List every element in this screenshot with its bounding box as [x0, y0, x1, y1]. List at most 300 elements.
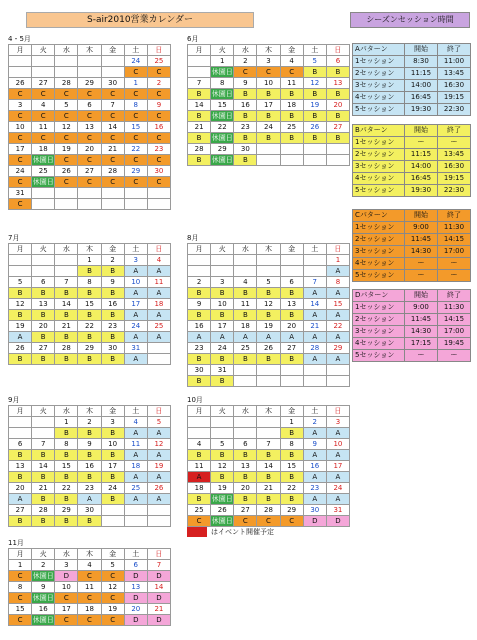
pattern-cell: A [326, 354, 349, 365]
month-label: 4・5月 [8, 35, 31, 43]
date-cell: 16 [188, 321, 211, 332]
pattern-cell: B [303, 89, 326, 100]
pattern-cell: B [303, 67, 326, 78]
date-cell: 1 [124, 78, 147, 89]
pattern-cell [101, 516, 124, 527]
date-cell [326, 144, 349, 155]
date-cell: 26 [303, 122, 326, 133]
pattern-cell: A [147, 450, 170, 461]
pattern-cell: B [280, 310, 303, 321]
pattern-cell [32, 428, 55, 439]
date-cell: 5 [55, 100, 78, 111]
date-cell: 11 [147, 277, 170, 288]
date-cell: 12 [257, 299, 280, 310]
weekday-header: 水 [234, 45, 257, 56]
date-cell: 25 [234, 343, 257, 354]
date-cell: 26 [55, 166, 78, 177]
date-cell: 27 [78, 166, 101, 177]
pattern-cell: C [147, 155, 170, 166]
weekday-header: 水 [234, 406, 257, 417]
date-cell: 6 [326, 56, 349, 67]
pattern-cell [147, 354, 170, 365]
pattern-cell: C [257, 67, 280, 78]
pattern-cell: C [101, 111, 124, 122]
pattern-cell: C [101, 89, 124, 100]
weekday-header: 土 [124, 45, 147, 56]
pattern-name: Aパターン [353, 44, 405, 56]
date-cell [280, 255, 303, 266]
session-label: 2セッション [353, 68, 405, 80]
date-cell: 11 [124, 439, 147, 450]
date-cell: 13 [326, 78, 349, 89]
pattern-cell: C [9, 133, 32, 144]
weekday-header: 金 [280, 406, 303, 417]
date-cell: 8 [9, 582, 32, 593]
date-cell: 12 [147, 439, 170, 450]
date-cell: 25 [188, 505, 211, 516]
pattern-cell: B [9, 288, 32, 299]
date-cell: 21 [188, 122, 211, 133]
pattern-cell: C [9, 571, 32, 582]
weekday-header: 月 [188, 45, 211, 56]
pattern-cell: A [124, 472, 147, 483]
pattern-cell: B [280, 494, 303, 505]
session-time: 19:45 [438, 338, 471, 350]
session-time: 11:15 [405, 68, 438, 80]
date-cell: 11 [188, 461, 211, 472]
pattern-cell: B [78, 310, 101, 321]
pattern-cell: A [147, 332, 170, 343]
pattern-cell: 休園日 [211, 112, 233, 120]
date-cell: 16 [78, 461, 101, 472]
date-cell: 8 [211, 78, 234, 89]
session-time: 19:15 [438, 173, 471, 185]
session-label: 1セッション [353, 56, 405, 68]
pattern-cell: A [147, 472, 170, 483]
weekday-header: 木 [78, 549, 101, 560]
date-cell: 6 [124, 560, 147, 571]
pattern-cell [303, 376, 326, 387]
pattern-cell: C [9, 155, 32, 166]
date-cell [280, 144, 303, 155]
pattern-cell: B [188, 155, 211, 166]
pattern-cell: B [101, 428, 124, 439]
session-time: 9:00 [405, 302, 438, 314]
date-cell [234, 365, 257, 376]
session-label: 1セッション [353, 137, 405, 149]
date-cell: 14 [101, 122, 124, 133]
weekday-header: 水 [55, 244, 78, 255]
pattern-cell [257, 428, 280, 439]
date-cell: 15 [55, 461, 78, 472]
date-cell: 10 [257, 78, 280, 89]
date-cell: 19 [211, 483, 234, 494]
pattern-cell [326, 376, 349, 387]
month-label: 8月 [187, 234, 199, 242]
date-cell: 15 [211, 100, 234, 111]
weekday-header: 木 [78, 45, 101, 56]
session-label: 5セッション [353, 185, 405, 197]
pattern-cell: A [124, 266, 147, 277]
pattern-cell: A [9, 332, 32, 343]
date-cell: 10 [9, 122, 32, 133]
pattern-cell: B [188, 111, 211, 122]
weekday-header: 日 [326, 45, 349, 56]
date-cell: 18 [32, 144, 55, 155]
session-label: 1セッション [353, 222, 405, 234]
date-cell: 13 [78, 122, 101, 133]
date-cell [303, 144, 326, 155]
pattern-cell: B [303, 133, 326, 144]
session-label: 5セッション [353, 270, 405, 282]
pattern-cell: B [188, 288, 211, 299]
weekday-header: 日 [326, 406, 349, 417]
date-cell: 12 [55, 122, 78, 133]
session-time: 14:30 [405, 246, 438, 258]
pattern-cell [9, 428, 32, 439]
pattern-cell: A [124, 450, 147, 461]
pattern-cell: B [55, 310, 78, 321]
pattern-cell: A [326, 494, 349, 505]
date-cell: 5 [211, 439, 234, 450]
pattern-cell [101, 199, 124, 210]
pattern-cell: C [32, 111, 55, 122]
date-cell: 26 [9, 78, 32, 89]
weekday-header: 日 [147, 45, 170, 56]
date-cell: 1 [9, 560, 32, 571]
pattern-cell: C [9, 177, 32, 188]
pattern-cell: C [78, 89, 101, 100]
month-table [187, 243, 350, 387]
date-cell [303, 365, 326, 376]
date-cell: 18 [188, 483, 211, 494]
session-time: 14:00 [405, 80, 438, 92]
pattern-cell: 休園日 [32, 616, 54, 624]
date-cell: 14 [303, 299, 326, 310]
date-cell [32, 56, 55, 67]
pattern-cell: B [303, 111, 326, 122]
date-cell: 20 [9, 483, 32, 494]
pattern-cell: B [101, 354, 124, 365]
pattern-cell: C [257, 516, 280, 527]
pattern-cell: D [303, 516, 326, 527]
pattern-cell: A [303, 288, 326, 299]
pattern-cell: B [211, 354, 234, 365]
pattern-cell: C [124, 155, 147, 166]
session-time: ー [438, 270, 471, 282]
date-cell: 5 [9, 277, 32, 288]
date-cell [188, 417, 211, 428]
pattern-cell: B [55, 472, 78, 483]
date-cell [55, 56, 78, 67]
pattern-cell: 休園日 [211, 134, 233, 142]
pattern-cell: C [188, 516, 211, 527]
date-cell: 7 [188, 78, 211, 89]
date-cell: 30 [101, 78, 124, 89]
date-cell [78, 188, 101, 199]
pattern-cell: C [9, 593, 32, 604]
date-cell: 12 [101, 582, 124, 593]
date-cell: 24 [101, 483, 124, 494]
pattern-cell: C [124, 133, 147, 144]
pattern-cell [55, 199, 78, 210]
date-cell: 11 [78, 582, 101, 593]
pattern-cell: A [124, 310, 147, 321]
date-cell: 5 [303, 56, 326, 67]
date-cell: 15 [9, 604, 32, 615]
pattern-cell: B [55, 516, 78, 527]
pattern-cell: C [55, 89, 78, 100]
session-time: ー [438, 137, 471, 149]
date-cell: 1 [280, 417, 303, 428]
date-cell: 4 [78, 560, 101, 571]
pattern-cell: A [303, 310, 326, 321]
time-header: 終了 [438, 210, 471, 222]
pattern-cell [78, 199, 101, 210]
date-cell: 2 [78, 417, 101, 428]
date-cell: 22 [211, 122, 234, 133]
session-time: 17:00 [438, 326, 471, 338]
pattern-cell: A [303, 332, 326, 343]
date-cell: 17 [257, 100, 280, 111]
pattern-cell: C [147, 133, 170, 144]
pattern-cell: C [147, 177, 170, 188]
date-cell: 17 [326, 461, 349, 472]
date-cell: 24 [211, 343, 234, 354]
pattern-cell: B [78, 450, 101, 461]
pattern-cell: C [101, 571, 124, 582]
pattern-cell [234, 428, 257, 439]
session-label: 3セッション [353, 246, 405, 258]
pattern-cell: B [9, 450, 32, 461]
date-cell: 30 [147, 166, 170, 177]
pattern-cell: C [124, 67, 147, 78]
weekday-header: 日 [326, 244, 349, 255]
date-cell: 22 [326, 321, 349, 332]
date-cell: 18 [124, 461, 147, 472]
date-cell: 19 [55, 144, 78, 155]
pattern-cell: B [55, 450, 78, 461]
date-cell: 25 [32, 166, 55, 177]
date-cell: 13 [124, 582, 147, 593]
date-cell: 1 [55, 417, 78, 428]
weekday-header: 金 [280, 45, 303, 56]
pattern-cell: C [124, 111, 147, 122]
pattern-cell: 休園日 [211, 90, 233, 98]
date-cell: 16 [303, 461, 326, 472]
pattern-cell: B [101, 450, 124, 461]
date-cell: 23 [303, 483, 326, 494]
date-cell: 2 [234, 56, 257, 67]
date-cell: 20 [78, 144, 101, 155]
date-cell: 10 [55, 582, 78, 593]
pattern-cell: C [78, 155, 101, 166]
date-cell: 23 [101, 321, 124, 332]
pattern-cell: C [78, 593, 101, 604]
pattern-cell: 休園日 [32, 178, 54, 186]
pattern-cell: D [147, 593, 170, 604]
pattern-cell: B [257, 494, 280, 505]
date-cell: 9 [303, 439, 326, 450]
date-cell [257, 144, 280, 155]
session-pattern-table [352, 289, 471, 362]
pattern-cell: C [55, 155, 78, 166]
pattern-cell: A [124, 494, 147, 505]
time-header: 終了 [438, 44, 471, 56]
session-time: 16:30 [438, 80, 471, 92]
weekday-header: 木 [78, 244, 101, 255]
date-cell: 15 [78, 299, 101, 310]
session-time: 19:15 [438, 92, 471, 104]
pattern-cell: B [78, 288, 101, 299]
date-cell [32, 255, 55, 266]
pattern-cell: B [32, 354, 55, 365]
date-cell: 6 [32, 277, 55, 288]
pattern-cell: A [147, 310, 170, 321]
pattern-cell [280, 266, 303, 277]
pattern-cell: C [55, 615, 78, 626]
pattern-cell: D [124, 571, 147, 582]
pattern-cell: A [326, 450, 349, 461]
pattern-cell: A [147, 494, 170, 505]
pattern-cell: A [124, 428, 147, 439]
date-cell: 7 [303, 277, 326, 288]
date-cell: 29 [326, 343, 349, 354]
pattern-name: Bパターン [353, 125, 405, 137]
date-cell: 15 [326, 299, 349, 310]
pattern-cell: B [257, 310, 280, 321]
pattern-cell [280, 155, 303, 166]
legend-text: はイベント開催予定 [211, 528, 274, 536]
pattern-cell: C [78, 571, 101, 582]
date-cell: 3 [211, 277, 234, 288]
session-label: 4セッション [353, 92, 405, 104]
pattern-cell: B [326, 89, 349, 100]
weekday-header: 月 [9, 45, 32, 56]
date-cell [147, 188, 170, 199]
date-cell: 16 [234, 100, 257, 111]
weekday-header: 土 [124, 549, 147, 560]
pattern-cell [188, 266, 211, 277]
session-time: 13:45 [438, 68, 471, 80]
date-cell [211, 255, 234, 266]
month-label: 6月 [187, 35, 199, 43]
pattern-cell [188, 67, 211, 78]
date-cell: 28 [55, 343, 78, 354]
session-time: 9:00 [405, 222, 438, 234]
date-cell: 14 [147, 582, 170, 593]
date-cell: 27 [234, 505, 257, 516]
pattern-cell [101, 67, 124, 78]
pattern-cell: B [32, 472, 55, 483]
month-label: 9月 [8, 396, 20, 404]
pattern-cell: B [257, 89, 280, 100]
date-cell [257, 417, 280, 428]
date-cell: 7 [147, 560, 170, 571]
weekday-header: 水 [55, 45, 78, 56]
session-time: 22:30 [438, 104, 471, 116]
date-cell: 29 [78, 78, 101, 89]
pattern-cell: C [147, 111, 170, 122]
date-cell: 15 [124, 122, 147, 133]
pattern-cell: C [101, 177, 124, 188]
session-time: 16:45 [405, 92, 438, 104]
pattern-cell: B [188, 494, 211, 505]
weekday-header: 月 [188, 406, 211, 417]
pattern-cell: A [234, 332, 257, 343]
pattern-cell: B [280, 428, 303, 439]
date-cell: 31 [9, 188, 32, 199]
weekday-header: 土 [303, 406, 326, 417]
pattern-cell: C [55, 593, 78, 604]
date-cell [257, 255, 280, 266]
pattern-cell: B [257, 450, 280, 461]
session-time: 16:30 [438, 161, 471, 173]
pattern-cell [234, 266, 257, 277]
pattern-cell: A [326, 428, 349, 439]
weekday-header: 金 [101, 549, 124, 560]
date-cell: 20 [326, 100, 349, 111]
date-cell: 30 [303, 505, 326, 516]
date-cell: 22 [280, 483, 303, 494]
date-cell: 22 [78, 321, 101, 332]
date-cell: 18 [234, 321, 257, 332]
date-cell [101, 505, 124, 516]
date-cell: 14 [188, 100, 211, 111]
month-table [8, 548, 171, 626]
month-table [8, 405, 171, 527]
calendar-month [8, 34, 171, 210]
date-cell: 25 [124, 483, 147, 494]
session-time: ー [405, 137, 438, 149]
weekday-header: 火 [211, 45, 234, 56]
weekday-header: 月 [9, 406, 32, 417]
pattern-cell: C [101, 615, 124, 626]
date-cell: 3 [257, 56, 280, 67]
pattern-cell: B [9, 516, 32, 527]
date-cell: 4 [234, 277, 257, 288]
pattern-cell: B [9, 310, 32, 321]
pattern-cell: B [188, 310, 211, 321]
date-cell: 9 [101, 277, 124, 288]
date-cell: 19 [101, 604, 124, 615]
pattern-cell: A [124, 288, 147, 299]
date-cell: 26 [9, 343, 32, 354]
date-cell: 23 [78, 483, 101, 494]
pattern-cell: C [32, 89, 55, 100]
session-time: 8:30 [405, 56, 438, 68]
date-cell: 3 [9, 100, 32, 111]
pattern-cell: C [32, 133, 55, 144]
date-cell [32, 417, 55, 428]
pattern-cell: B [32, 332, 55, 343]
pattern-cell [211, 428, 234, 439]
pattern-cell: B [78, 332, 101, 343]
weekday-header: 金 [101, 244, 124, 255]
pattern-cell: A [303, 428, 326, 439]
pattern-cell: B [211, 310, 234, 321]
date-cell: 2 [101, 255, 124, 266]
date-cell: 4 [32, 100, 55, 111]
date-cell: 29 [55, 505, 78, 516]
pattern-cell: B [188, 133, 211, 144]
date-cell: 19 [303, 100, 326, 111]
session-time: ー [438, 258, 471, 270]
pattern-cell [147, 516, 170, 527]
pattern-cell: B [78, 472, 101, 483]
pattern-cell: B [32, 450, 55, 461]
date-cell: 25 [147, 56, 170, 67]
